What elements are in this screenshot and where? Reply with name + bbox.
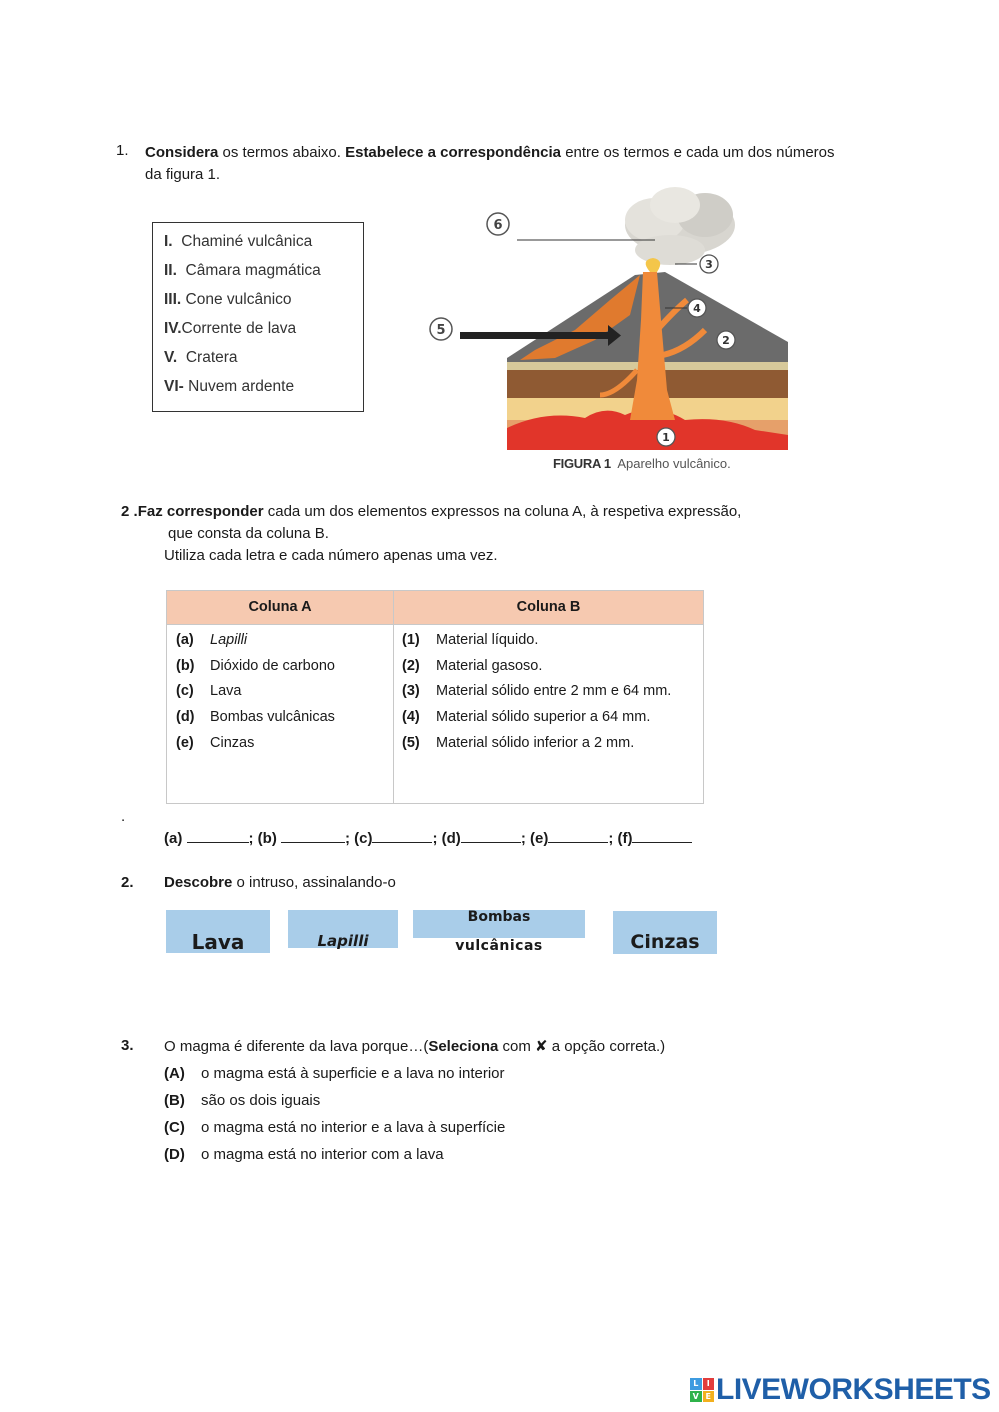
column-a-item: (d) Bombas vulcânicas: [176, 709, 335, 725]
term-item: I. Chaminé vulcânica: [164, 233, 313, 250]
column-a-item: (e) Cinzas: [176, 735, 255, 751]
term-item: VI- Nuvem ardente: [164, 378, 295, 395]
term-item: II. Câmara magmática: [164, 262, 321, 279]
answer-blank-f[interactable]: [632, 829, 692, 843]
volcano-figure: [425, 180, 795, 480]
question-1-number: 1.: [116, 142, 129, 159]
answer-blank-c[interactable]: [372, 829, 432, 843]
terms-box: [152, 222, 364, 412]
marker-5: [430, 318, 452, 340]
column-b-item: (2) Material gasoso.: [402, 658, 543, 674]
column-a-item: (c) Lava: [176, 683, 242, 699]
column-divider: [393, 625, 394, 803]
svg-text:1: 1: [662, 431, 670, 444]
marker-1: [657, 428, 675, 446]
option-d[interactable]: (D) o magma está no interior com a lava: [164, 1146, 444, 1163]
answer-blank-a[interactable]: [187, 829, 249, 843]
arrow-shaft: [460, 332, 610, 339]
column-a-item: (b) Dióxido de carbono: [176, 658, 335, 674]
answer-blank-b[interactable]: [281, 829, 345, 843]
question-2-text-line2: que consta da coluna B.: [168, 525, 329, 542]
ash-cloud: [625, 187, 735, 265]
marker-2: [717, 331, 735, 349]
option-bombas-vulcanicas-line2[interactable]: vulcânicas: [455, 938, 543, 954]
svg-text:2: 2: [722, 334, 730, 347]
marker-3: [700, 255, 718, 273]
term-item: IV.Corrente de lava: [164, 320, 297, 337]
crater: [646, 258, 661, 272]
question-3-number: 2.: [121, 874, 134, 891]
stray-dot: .: [121, 808, 126, 825]
answer-line: (a) ; (b) ; (c) ; (d) ; (e) ; (f): [164, 829, 692, 847]
svg-text:5: 5: [436, 323, 446, 338]
column-b-item: (4) Material sólido superior a 64 mm.: [402, 709, 651, 725]
marker-6: [487, 213, 509, 235]
question-2-instruction: Utiliza cada letra e cada número apenas uma vez.: [164, 547, 498, 564]
option-b[interactable]: (B) são os dois iguais: [164, 1092, 321, 1109]
marker-4: [688, 299, 706, 317]
question-1-text: Considera os termos abaixo. Estabelece a correspondência entre os termos e cada um dos números da figura 1.: [145, 144, 835, 183]
term-item: V. Cratera: [164, 349, 238, 366]
svg-text:6: 6: [493, 218, 503, 233]
option-lava[interactable]: Lava: [166, 910, 270, 953]
column-b-item: (5) Material sólido inferior a 2 mm.: [402, 735, 635, 751]
logo-text: LIVEWORKSHEETS: [716, 1373, 991, 1406]
question-4-number: 3.: [121, 1037, 134, 1054]
answer-blank-d[interactable]: [461, 829, 521, 843]
term-item: III. Cone vulcânico: [164, 291, 292, 308]
column-a-item: (a) Lapilli: [176, 632, 248, 648]
option-a[interactable]: (A) o magma está à superficie e a lava no interior: [164, 1065, 505, 1082]
answer-blank-e[interactable]: [548, 829, 608, 843]
question-4-text: O magma é diferente da lava porque…(Seleciona com ✘ a opção correta.): [164, 1038, 666, 1055]
column-a-header: Coluna A: [167, 591, 393, 625]
logo-mark-icon: L I V E: [690, 1378, 714, 1402]
column-b-item: (1) Material líquido.: [402, 632, 539, 648]
column-b-item: (3) Material sólido entre 2 mm e 64 mm.: [402, 683, 672, 699]
svg-text:3: 3: [705, 258, 713, 271]
option-c[interactable]: (C) o magma está no interior e a lava à superfície: [164, 1119, 506, 1136]
column-b-header: Coluna B: [393, 591, 703, 625]
matching-table: [166, 590, 704, 804]
option-bombas-vulcanicas[interactable]: Bombas: [413, 910, 585, 938]
liveworksheets-logo: [690, 1373, 991, 1407]
figure-caption: FIGURA 1 Aparelho vulcânico.: [553, 456, 731, 471]
question-2-text: 2 .Faz corresponder cada um dos elementos expressos na coluna A, à respetiva expressão,: [121, 503, 742, 520]
option-lapilli[interactable]: Lapilli: [288, 910, 398, 948]
question-3-text: Descobre o intruso, assinalando-o: [164, 874, 396, 891]
svg-text:4: 4: [693, 302, 701, 315]
option-cinzas[interactable]: Cinzas: [613, 911, 717, 954]
